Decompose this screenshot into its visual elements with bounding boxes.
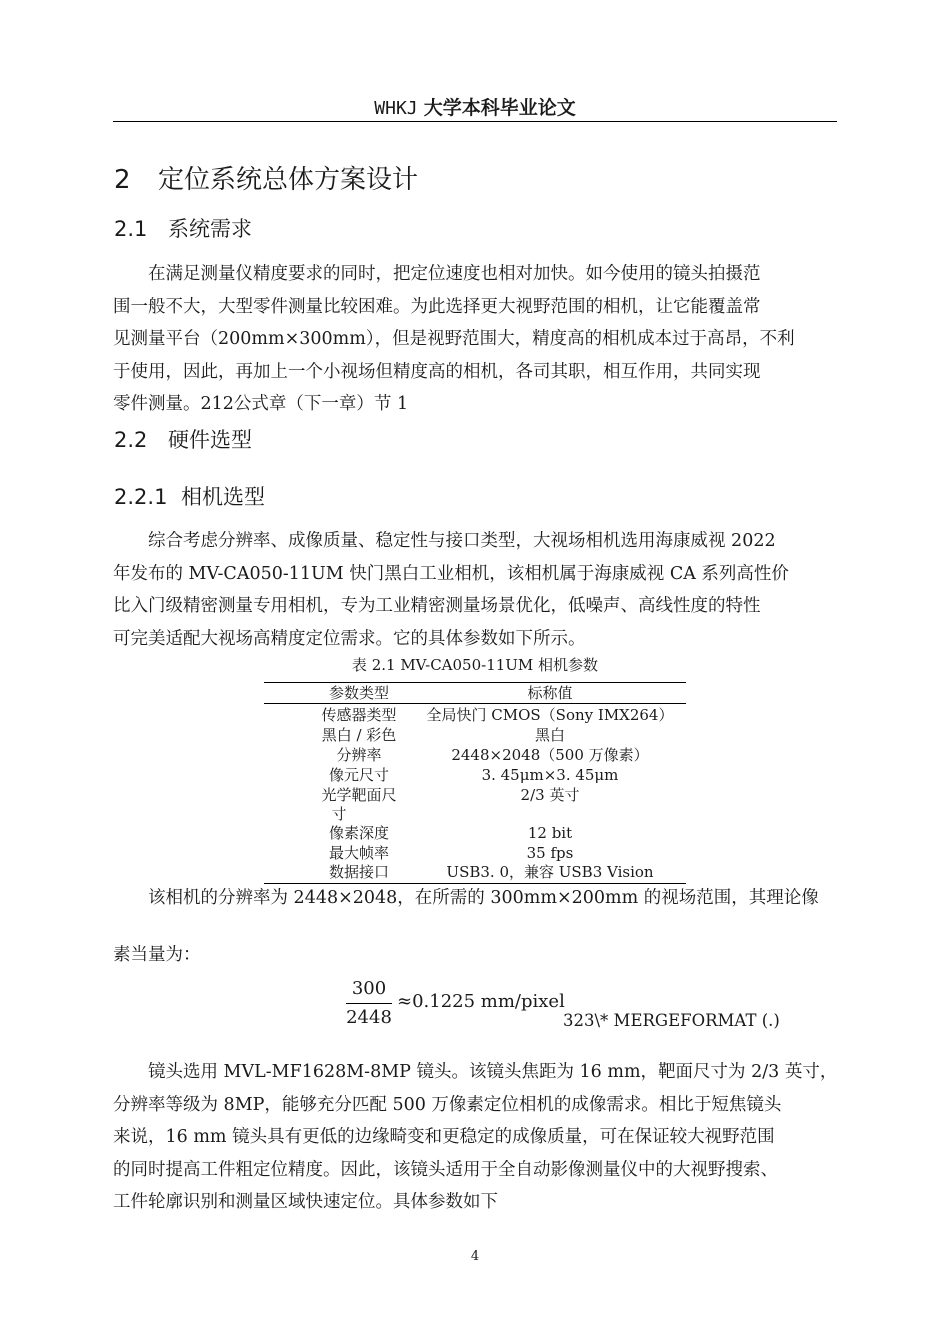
text-line: 于使用，因此，再加上一个小视场但精度高的相机，各司其职，相互作用，共同实现 xyxy=(113,361,761,382)
param-cell: 光学靶面尺 xyxy=(321,786,397,804)
section-heading-2-2 xyxy=(114,425,252,455)
value-cell: 35 fps xyxy=(526,844,574,862)
table-header-row xyxy=(264,684,686,703)
value-cell: 12 bit xyxy=(527,824,573,842)
param-cell: 最大帧率 xyxy=(328,844,389,862)
denominator: 2448 xyxy=(346,1007,392,1028)
value-cell: 全局快门 CMOS（Sony IMX264） xyxy=(426,706,674,724)
subsection-heading-2-2-1 xyxy=(114,482,265,512)
text-line: 分辨率等级为 8MP，能够充分匹配 500 万像素定位相机的成像需求。相比于短焦镜头 xyxy=(113,1094,782,1115)
value-cell: 2448×2048（500 万像素） xyxy=(451,746,649,764)
param-cell: 传感器类型 xyxy=(321,706,397,724)
paragraph-camera xyxy=(113,525,837,655)
header-rule xyxy=(113,121,837,122)
table-header-rule xyxy=(264,703,686,704)
text-line: 见测量平台（200mm×300mm），但是视野范围大，精度高的相机成本过于高昂，不利 xyxy=(113,329,795,349)
equation-expression: ≈0.1225 mm/pixel xyxy=(397,991,565,1012)
text-line: 来说，16 mm 镜头具有更低的边缘畸变和更稳定的成像质量，可在保证较大视野范围 xyxy=(113,1127,775,1147)
chapter-title: 定位系统总体方案设计 xyxy=(158,165,419,195)
header-title: 大学本科毕业论文 xyxy=(423,97,576,119)
column-header: 参数类型 xyxy=(328,684,389,702)
running-header xyxy=(0,96,950,121)
fraction xyxy=(345,977,393,1030)
section-title: 系统需求 xyxy=(168,217,252,241)
section-number: 2.2 xyxy=(114,428,148,452)
text-line: 综合考虑分辨率、成像质量、稳定性与接口类型，大视场相机选用海康威视 2022 xyxy=(148,531,776,551)
paragraph-pixel-equivalent xyxy=(113,882,837,971)
subsection-title: 相机选型 xyxy=(181,485,265,509)
text-line: 在满足测量仪精度要求的同时，把定位速度也相对加快。如今使用的镜头拍摄范 xyxy=(148,264,761,284)
param-cell: 像元尺寸 xyxy=(328,766,389,784)
chapter-heading xyxy=(114,162,418,198)
value-cell: 3. 45μm×3. 45μm xyxy=(481,766,619,784)
param-cell: 分辨率 xyxy=(336,746,382,764)
text-line: 围一般不大，大型零件测量比较困难。为此选择更大视野范围的相机，让它能覆盖常 xyxy=(113,296,761,317)
section-heading-2-1 xyxy=(114,214,252,244)
section-title: 硬件选型 xyxy=(168,428,252,452)
text-line: 镜头选用 MVL-MF1628M-8MP 镜头。该镜头焦距为 16 mm，靶面尺寸为 2/3 英寸， xyxy=(148,1062,838,1082)
text-line: 该相机的分辨率为 2448×2048，在所需的 300mm×200mm 的视场范围，其理论像 xyxy=(148,888,819,908)
param-cell: 黑白 / 彩色 xyxy=(321,726,397,744)
param-cell: 像素深度 xyxy=(328,824,389,842)
table-caption: 表 2.1 MV-CA050-11UM 相机参数 xyxy=(351,656,599,674)
column-header: 标称值 xyxy=(527,684,573,702)
section-number: 2.1 xyxy=(114,217,148,241)
value-cell: 2/3 英寸 xyxy=(520,786,580,804)
paragraph-lens xyxy=(113,1056,837,1219)
text-line: 可完美适配大视场高精度定位需求。它的具体参数如下所示。 xyxy=(113,628,586,649)
param-cell: 数据接口 xyxy=(328,863,389,881)
equation-reference: 323\* MERGEFORMAT (.) xyxy=(563,1011,780,1030)
text-line: 素当量为： xyxy=(113,944,201,965)
chapter-number: 2 xyxy=(114,165,131,195)
value-cell: USB3. 0，兼容 USB3 Vision xyxy=(446,863,654,881)
header-latin: WHKJ xyxy=(374,98,418,119)
table-top-rule xyxy=(264,682,686,683)
subsection-number: 2.2.1 xyxy=(114,485,168,509)
fraction-bar xyxy=(346,1003,392,1004)
page-number: 4 xyxy=(470,1249,480,1264)
text-line: 比入门级精密测量专用相机，专为工业精密测量场景优化，低噪声、高线性度的特性 xyxy=(113,596,761,616)
equation xyxy=(345,977,785,1037)
paragraph-requirements xyxy=(113,258,837,421)
param-cell-wrap: 寸 xyxy=(331,805,347,823)
text-line: 零件测量。212公式章（下一章）节 1 xyxy=(113,394,409,414)
text-line: 年发布的 MV-CA050-11UM 快门黑白工业相机，该相机属于海康威视 CA 系列高性价 xyxy=(113,563,789,584)
text-line: 的同时提高工件粗定位精度。因此，该镜头适用于全自动影像测量仪中的大视野搜索、 xyxy=(113,1159,778,1180)
numerator: 300 xyxy=(351,978,387,999)
value-cell: 黑白 xyxy=(534,726,565,744)
text-line: 工件轮廓识别和测量区域快速定位。具体参数如下 xyxy=(113,1192,498,1212)
